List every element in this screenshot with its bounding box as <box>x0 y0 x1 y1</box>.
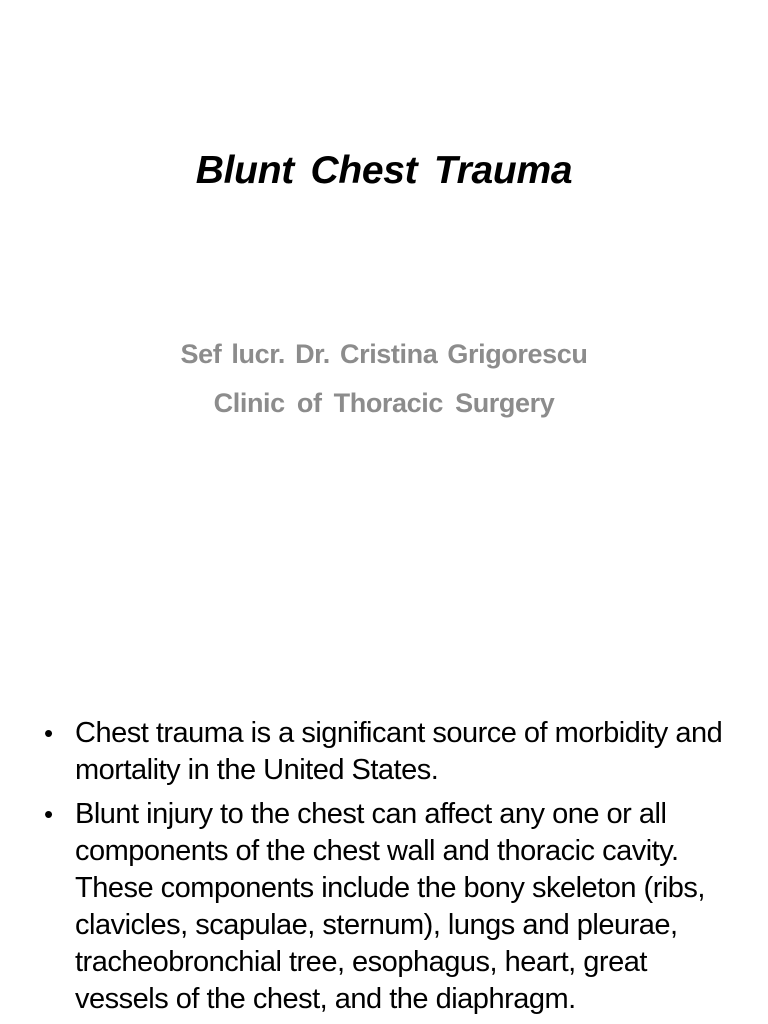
bullet-list <box>44 715 744 1024</box>
bullet-dot-icon: • <box>44 799 53 829</box>
bullet-dot-icon: • <box>44 718 53 748</box>
bullet-text: Blunt injury to the chest can affect any one or all components of the chest wall and thoracic cavity. These components include the bony skeleton (ribs, clavicles, scapulae, sternum), lungs and pleurae, tracheobronchial tree, esophagus, heart, great vessels of the chest, and the diaphragm. <box>75 798 705 1015</box>
bullet-text: Chest trauma is a significant source of morbidity and mortality in the United States. <box>75 717 723 786</box>
author-line: Sef lucr. Dr. Cristina Grigorescu <box>180 339 588 369</box>
bullet-item <box>44 796 744 1018</box>
slide-title: Blunt Chest Trauma <box>195 149 573 192</box>
affiliation-line: Clinic of Thoracic Surgery <box>213 388 555 418</box>
bullet-item <box>44 715 744 789</box>
